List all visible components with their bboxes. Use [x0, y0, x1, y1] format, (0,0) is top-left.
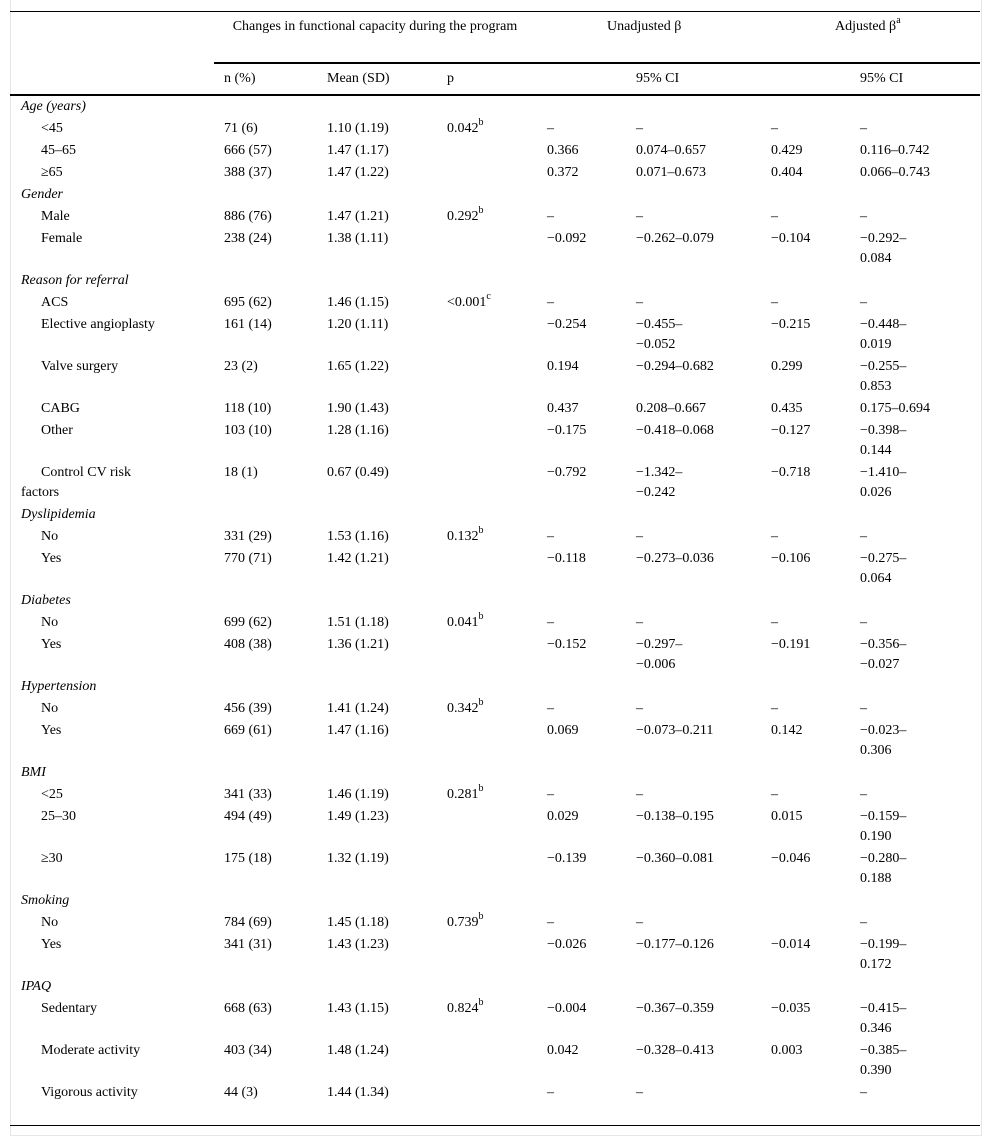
cell-unadjusted-beta: – — [547, 1085, 554, 1100]
cell-adjusted-ci: −1.410– — [860, 465, 907, 480]
header-col-mean: Mean (SD) — [327, 71, 390, 86]
cell-adjusted-ci: −0.027 — [860, 657, 900, 672]
cell-p: 0.281$^b$ — [447, 783, 484, 802]
cell-n: 669 (61) — [224, 723, 272, 738]
cell-mean: 1.42 (1.21) — [327, 551, 389, 566]
cell-adjusted-ci: 0.306 — [860, 743, 892, 758]
cell-mean: 1.46 (1.19) — [327, 787, 389, 802]
section-heading: IPAQ — [21, 979, 52, 994]
cell-mean: 1.47 (1.16) — [327, 723, 389, 738]
row-label: Male — [41, 209, 70, 224]
cell-adjusted-beta: 0.404 — [771, 165, 803, 180]
cell-adjusted-ci: 0.026 — [860, 485, 892, 500]
cell-unadjusted-ci: – — [636, 615, 643, 630]
cell-unadjusted-beta: – — [547, 787, 554, 802]
cell-adjusted-ci: – — [860, 615, 867, 630]
cell-n: 666 (57) — [224, 143, 272, 158]
cell-unadjusted-ci: −0.360–0.081 — [636, 851, 714, 866]
cell-mean: 1.47 (1.21) — [327, 209, 389, 224]
cell-n: 403 (34) — [224, 1043, 272, 1058]
cell-adjusted-ci: 0.190 — [860, 829, 892, 844]
cell-adjusted-beta: 0.015 — [771, 809, 803, 824]
cell-mean: 1.41 (1.24) — [327, 701, 389, 716]
cell-unadjusted-ci: – — [636, 121, 643, 136]
cell-p: 0.041$^b$ — [447, 611, 484, 630]
cell-adjusted-ci: 0.064 — [860, 571, 892, 586]
cell-unadjusted-ci: −0.177–0.126 — [636, 937, 714, 952]
row-label: Female — [41, 231, 83, 246]
cell-adjusted-ci: 0.188 — [860, 871, 892, 886]
cell-unadjusted-beta: −0.152 — [547, 637, 587, 652]
cell-p-footnote: b — [478, 997, 484, 1009]
cell-adjusted-beta: 0.299 — [771, 359, 803, 374]
row-label: Yes — [41, 551, 62, 566]
cell-adjusted-ci: 0.853 — [860, 379, 892, 394]
cell-n: 23 (2) — [224, 359, 258, 374]
cell-adjusted-beta: – — [771, 615, 778, 630]
cell-adjusted-beta: 0.003 — [771, 1043, 803, 1058]
cell-adjusted-ci: −0.292– — [860, 231, 907, 246]
cell-adjusted-beta: – — [771, 787, 778, 802]
cell-mean: 0.67 (0.49) — [327, 465, 389, 480]
cell-mean: 1.38 (1.11) — [327, 231, 389, 246]
cell-p: 0.824$^b$ — [447, 997, 484, 1016]
top-rule — [10, 11, 980, 12]
cell-unadjusted-ci: −0.052 — [636, 337, 676, 352]
cell-adjusted-ci: −0.448– — [860, 317, 907, 332]
cell-p: 0.342$^b$ — [447, 697, 484, 716]
cell-unadjusted-beta: −0.792 — [547, 465, 587, 480]
header-bottom-rule — [10, 94, 980, 96]
cell-unadjusted-beta: −0.118 — [547, 551, 586, 566]
row-label: <45 — [41, 121, 63, 136]
cell-unadjusted-beta: 0.042 — [547, 1043, 579, 1058]
cell-n: 770 (71) — [224, 551, 272, 566]
row-label: Moderate activity — [41, 1043, 141, 1058]
cell-n: 784 (69) — [224, 915, 272, 930]
cell-adjusted-ci: −0.199– — [860, 937, 907, 952]
cell-adjusted-ci: −0.023– — [860, 723, 907, 738]
header-group-adjusted: Adjusted $\beta^a$ — [835, 15, 901, 34]
section-heading: Diabetes — [21, 593, 71, 608]
cell-p: <0.001$^c$ — [447, 291, 491, 310]
section-heading: Gender — [21, 187, 63, 202]
cell-n: 161 (14) — [224, 317, 272, 332]
cell-unadjusted-beta: – — [547, 701, 554, 716]
cell-unadjusted-beta: 0.194 — [547, 359, 579, 374]
cell-adjusted-ci: 0.084 — [860, 251, 892, 266]
row-label: No — [41, 701, 59, 716]
cell-adjusted-ci: – — [860, 121, 867, 136]
cell-unadjusted-ci: −0.073–0.211 — [636, 723, 714, 738]
header-col-ci-adjusted: 95% CI — [860, 71, 904, 86]
cell-adjusted-beta: −0.127 — [771, 423, 811, 438]
row-label: Valve surgery — [41, 359, 119, 374]
cell-unadjusted-ci: −1.342– — [636, 465, 683, 480]
cell-adjusted-beta: −0.191 — [771, 637, 811, 652]
cell-unadjusted-beta: 0.069 — [547, 723, 579, 738]
row-label: Other — [41, 423, 73, 438]
cell-adjusted-ci: 0.390 — [860, 1063, 892, 1078]
cell-unadjusted-beta: – — [547, 615, 554, 630]
cell-mean: 1.10 (1.19) — [327, 121, 389, 136]
cell-adjusted-beta: −0.215 — [771, 317, 811, 332]
cell-p-footnote: b — [478, 611, 484, 623]
cell-adjusted-beta: −0.718 — [771, 465, 811, 480]
cell-mean: 1.46 (1.15) — [327, 295, 389, 310]
cell-unadjusted-beta: −0.175 — [547, 423, 587, 438]
cell-mean: 1.47 (1.17) — [327, 143, 389, 158]
cell-unadjusted-ci: −0.242 — [636, 485, 676, 500]
cell-unadjusted-ci: −0.006 — [636, 657, 676, 672]
cell-adjusted-beta: – — [771, 121, 778, 136]
cell-adjusted-ci: – — [860, 529, 867, 544]
cell-adjusted-ci: 0.172 — [860, 957, 892, 972]
cell-unadjusted-beta: −0.092 — [547, 231, 587, 246]
cell-p-footnote: b — [478, 525, 484, 537]
cell-n: 118 (10) — [224, 401, 272, 416]
cell-unadjusted-beta: – — [547, 529, 554, 544]
cell-unadjusted-ci: −0.418–0.068 — [636, 423, 714, 438]
row-label: Control CV risk — [41, 465, 131, 480]
cell-p: 0.739$^b$ — [447, 911, 484, 930]
cell-unadjusted-ci: −0.262–0.079 — [636, 231, 714, 246]
row-label: <25 — [41, 787, 63, 802]
section-heading: Age (years) — [21, 99, 86, 114]
cell-unadjusted-ci: – — [636, 1085, 643, 1100]
cell-mean: 1.51 (1.18) — [327, 615, 389, 630]
row-label: CABG — [41, 401, 80, 416]
cell-mean: 1.32 (1.19) — [327, 851, 389, 866]
section-heading: Smoking — [21, 893, 70, 908]
cell-unadjusted-ci: −0.297– — [636, 637, 683, 652]
cell-unadjusted-beta: −0.026 — [547, 937, 587, 952]
row-label-cont: factors — [21, 485, 60, 500]
cell-n: 238 (24) — [224, 231, 272, 246]
cell-adjusted-ci: – — [860, 1085, 867, 1100]
cell-n: 408 (38) — [224, 637, 272, 652]
cell-adjusted-ci: 0.175–0.694 — [860, 401, 930, 416]
cell-mean: 1.48 (1.24) — [327, 1043, 389, 1058]
cell-unadjusted-ci: – — [636, 701, 643, 716]
cell-n: 699 (62) — [224, 615, 272, 630]
cell-unadjusted-ci: −0.328–0.413 — [636, 1043, 714, 1058]
cell-adjusted-beta: – — [771, 295, 778, 310]
cell-adjusted-ci: −0.356– — [860, 637, 907, 652]
row-label: Vigorous activity — [41, 1085, 138, 1100]
cell-n: 341 (31) — [224, 937, 272, 952]
cell-n: 103 (10) — [224, 423, 272, 438]
cell-adjusted-beta: 0.435 — [771, 401, 803, 416]
cell-adjusted-ci: 0.116–0.742 — [860, 143, 930, 158]
group-header-rule — [214, 62, 980, 64]
cell-n: 331 (29) — [224, 529, 272, 544]
cell-unadjusted-ci: −0.455– — [636, 317, 683, 332]
cell-p: 0.292$^b$ — [447, 205, 484, 224]
cell-adjusted-ci: −0.255– — [860, 359, 907, 374]
cell-mean: 1.28 (1.16) — [327, 423, 389, 438]
cell-adjusted-beta: – — [771, 529, 778, 544]
cell-unadjusted-ci: – — [636, 209, 643, 224]
cell-adjusted-beta: 0.429 — [771, 143, 803, 158]
cell-n: 494 (49) — [224, 809, 272, 824]
cell-unadjusted-ci: 0.074–0.657 — [636, 143, 706, 158]
header-group-unadjusted: Unadjusted β — [607, 19, 682, 34]
cell-unadjusted-beta: 0.029 — [547, 809, 579, 824]
cell-unadjusted-beta: – — [547, 121, 554, 136]
cell-p-footnote: b — [478, 117, 484, 129]
cell-unadjusted-ci: −0.294–0.682 — [636, 359, 714, 374]
cell-adjusted-beta: −0.035 — [771, 1001, 811, 1016]
cell-adjusted-ci: −0.415– — [860, 1001, 907, 1016]
row-label: Elective angioplasty — [41, 317, 155, 332]
cell-adjusted-ci: – — [860, 787, 867, 802]
cell-adjusted-ci: −0.398– — [860, 423, 907, 438]
cell-mean: 1.43 (1.23) — [327, 937, 389, 952]
cell-adjusted-ci: −0.275– — [860, 551, 907, 566]
cell-mean: 1.43 (1.15) — [327, 1001, 389, 1016]
cell-p-footnote: b — [478, 205, 484, 217]
cell-adjusted-ci: −0.280– — [860, 851, 907, 866]
cell-adjusted-beta: 0.142 — [771, 723, 803, 738]
cell-adjusted-ci: 0.066–0.743 — [860, 165, 930, 180]
cell-mean: 1.44 (1.34) — [327, 1085, 389, 1100]
section-heading: Reason for referral — [21, 273, 129, 288]
cell-p: 0.042$^b$ — [447, 117, 484, 136]
cell-unadjusted-ci: −0.273–0.036 — [636, 551, 714, 566]
row-label: No — [41, 615, 59, 630]
cell-unadjusted-ci: – — [636, 787, 643, 802]
cell-mean: 1.36 (1.21) — [327, 637, 389, 652]
cell-adjusted-ci: 0.144 — [860, 443, 892, 458]
row-label: 25–30 — [41, 809, 76, 824]
cell-n: 456 (39) — [224, 701, 272, 716]
cell-unadjusted-beta: −0.004 — [547, 1001, 587, 1016]
cell-mean: 1.49 (1.23) — [327, 809, 389, 824]
cell-adjusted-beta: −0.106 — [771, 551, 811, 566]
cell-unadjusted-beta: 0.437 — [547, 401, 579, 416]
header-col-n: n (%) — [224, 71, 256, 86]
cell-adjusted-ci: – — [860, 295, 867, 310]
cell-unadjusted-beta: 0.366 — [547, 143, 579, 158]
cell-n: 695 (62) — [224, 295, 272, 310]
row-label: ACS — [41, 295, 69, 310]
row-label: 45–65 — [41, 143, 76, 158]
cell-adjusted-ci: 0.019 — [860, 337, 892, 352]
cell-n: 44 (3) — [224, 1085, 258, 1100]
table-frame — [10, 0, 982, 1136]
header-group-changes: Changes in functional capacity during the program — [232, 19, 518, 34]
cell-mean: 1.90 (1.43) — [327, 401, 389, 416]
row-label: ≥65 — [41, 165, 63, 180]
cell-unadjusted-ci: 0.208–0.667 — [636, 401, 706, 416]
cell-n: 388 (37) — [224, 165, 272, 180]
cell-p-footnote: b — [478, 911, 484, 923]
cell-adjusted-ci: 0.346 — [860, 1021, 892, 1036]
cell-unadjusted-beta: – — [547, 295, 554, 310]
cell-unadjusted-ci: – — [636, 295, 643, 310]
cell-n: 71 (6) — [224, 121, 258, 136]
row-label: No — [41, 529, 59, 544]
cell-p: 0.132$^b$ — [447, 525, 484, 544]
cell-unadjusted-ci: −0.367–0.359 — [636, 1001, 714, 1016]
cell-n: 175 (18) — [224, 851, 272, 866]
cell-adjusted-beta: −0.014 — [771, 937, 811, 952]
cell-unadjusted-beta: 0.372 — [547, 165, 579, 180]
section-heading: Dyslipidemia — [21, 507, 96, 522]
cell-p-footnote: b — [478, 697, 484, 709]
cell-adjusted-beta: −0.046 — [771, 851, 811, 866]
cell-p-footnote: b — [478, 783, 484, 795]
cell-adjusted-ci: – — [860, 209, 867, 224]
cell-mean: 1.53 (1.16) — [327, 529, 389, 544]
cell-unadjusted-beta: −0.254 — [547, 317, 587, 332]
row-label: Yes — [41, 637, 62, 652]
row-label: No — [41, 915, 59, 930]
cell-unadjusted-ci: 0.071–0.673 — [636, 165, 706, 180]
cell-mean: 1.65 (1.22) — [327, 359, 389, 374]
cell-adjusted-beta: −0.104 — [771, 231, 811, 246]
cell-unadjusted-ci: – — [636, 915, 643, 930]
section-heading: BMI — [21, 765, 46, 780]
section-heading: Hypertension — [21, 679, 97, 694]
cell-n: 341 (33) — [224, 787, 272, 802]
cell-adjusted-beta: – — [771, 209, 778, 224]
bottom-rule — [10, 1125, 980, 1126]
cell-mean: 1.45 (1.18) — [327, 915, 389, 930]
cell-n: 668 (63) — [224, 1001, 272, 1016]
cell-mean: 1.20 (1.11) — [327, 317, 389, 332]
cell-adjusted-ci: – — [860, 915, 867, 930]
cell-adjusted-ci: −0.385– — [860, 1043, 907, 1058]
cell-unadjusted-beta: −0.139 — [547, 851, 587, 866]
cell-unadjusted-beta: – — [547, 915, 554, 930]
cell-adjusted-beta: – — [771, 701, 778, 716]
header-col-p: p — [447, 71, 454, 86]
cell-unadjusted-ci: −0.138–0.195 — [636, 809, 714, 824]
cell-mean: 1.47 (1.22) — [327, 165, 389, 180]
row-label: Sedentary — [41, 1001, 97, 1016]
cell-unadjusted-ci: – — [636, 529, 643, 544]
cell-n: 18 (1) — [224, 465, 258, 480]
cell-adjusted-ci: −0.159– — [860, 809, 907, 824]
row-label: Yes — [41, 723, 62, 738]
cell-unadjusted-beta: – — [547, 209, 554, 224]
cell-adjusted-ci: – — [860, 701, 867, 716]
cell-p-footnote: c — [486, 291, 491, 303]
header-col-ci-unadjusted: 95% CI — [636, 71, 680, 86]
row-label: ≥30 — [41, 851, 63, 866]
cell-n: 886 (76) — [224, 209, 272, 224]
row-label: Yes — [41, 937, 62, 952]
